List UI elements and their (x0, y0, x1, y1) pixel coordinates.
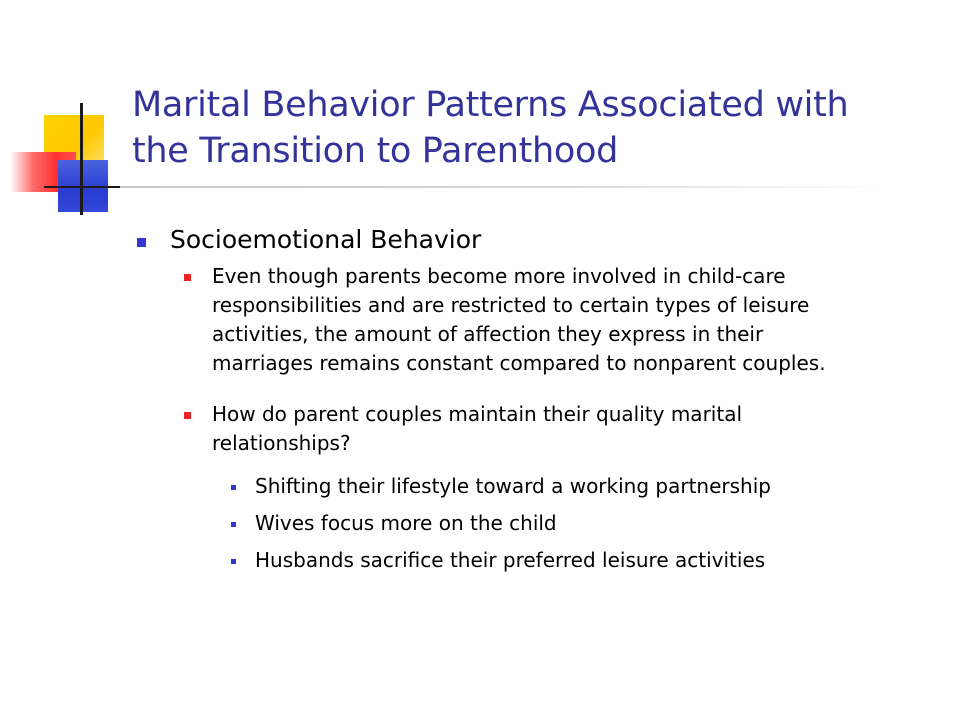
bullet-text-line: marriages remains constant compared to nonparent couples. (212, 351, 826, 375)
bullet-square-icon (231, 485, 236, 490)
bullet-how-maintain-quality (212, 400, 952, 458)
bullet-square-icon (231, 522, 236, 527)
bullet-text: Husbands sacrifice their preferred leisure activities (255, 548, 766, 572)
logo-horizontal-line (44, 186, 122, 188)
bullet-working-partnership (255, 472, 771, 501)
bullet-text-line: Even though parents become more involved in child-care (212, 264, 786, 288)
bullet-text: Shifting their lifestyle toward a working partnership (255, 474, 771, 498)
bullet-text-line: activities, the amount of affection they express in their (212, 322, 764, 346)
bullet-text-line: relationships? (212, 431, 351, 455)
slide-title-line-1: Marital Behavior Patterns Associated with (132, 85, 849, 125)
bullet-text: Wives focus more on the child (255, 511, 557, 535)
bullet-socioemotional-behavior (170, 223, 481, 257)
slide-title (132, 82, 932, 174)
bullet-text-line: responsibilities and are restricted to certain types of leisure (212, 293, 810, 317)
bullet-husbands-sacrifice-leisure (255, 546, 765, 575)
bullet-square-icon (231, 559, 236, 564)
bullet-text: Socioemotional Behavior (170, 225, 482, 254)
title-divider (120, 186, 880, 188)
bullet-wives-focus-child (255, 509, 557, 538)
bullet-square-icon (184, 412, 191, 419)
bullet-affection-constant (212, 262, 952, 378)
logo-vertical-line (80, 103, 83, 215)
bullet-text-line: How do parent couples maintain their quality marital (212, 402, 742, 426)
slide-title-line-2: the Transition to Parenthood (132, 131, 619, 171)
bullet-square-icon (184, 274, 191, 281)
bullet-square-icon (137, 238, 146, 247)
